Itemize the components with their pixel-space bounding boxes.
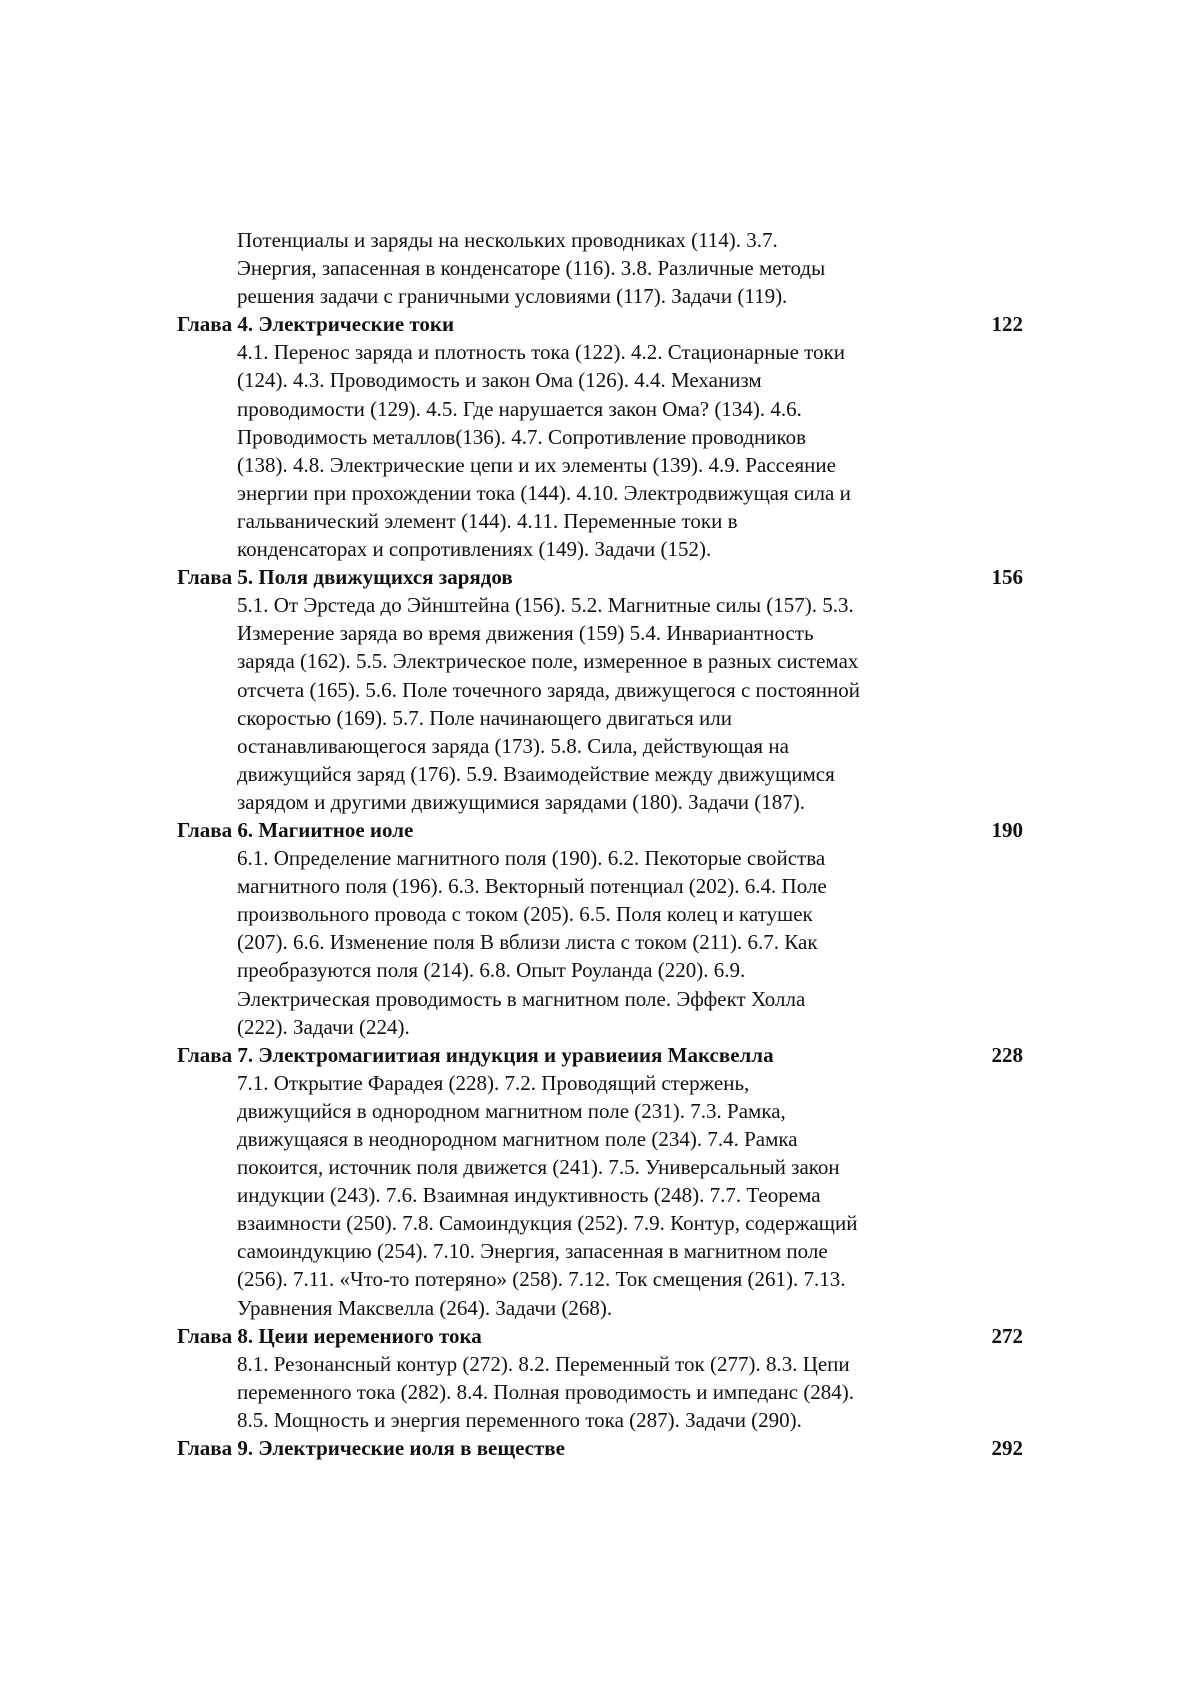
toc-chapter-7 — [177, 1041, 1023, 1322]
toc-line: Электрическая проводимость в магнитном поле. Эффект Холла — [237, 986, 806, 1011]
toc-line: решения задачи с граничными условиями (117). Задачи (119). — [237, 284, 788, 309]
toc-line: проводимости (129). 4.5. Где нарушается закон Ома? (134). 4.6. — [237, 396, 802, 421]
chapter-sections — [237, 338, 963, 563]
toc-line: магнитного поля (196). 6.3. Векторный потенциал (202). 6.4. Поле — [237, 874, 827, 899]
chapter-page-number: 292 — [991, 1436, 1023, 1461]
toc-line: Уравнения Максвелла (264). Задачи (268). — [237, 1295, 613, 1320]
toc-line: переменного тока (282). 8.4. Полная проводимость и импеданс (284). — [237, 1379, 855, 1404]
toc-line: 5.1. От Эрстеда до Эйнштейна (156). 5.2. Магнитные силы (157). 5.3. — [237, 593, 854, 618]
toc-line: индукции (243). 7.6. Взаимная индуктивность (248). 7.7. Теорема — [237, 1183, 821, 1208]
chapter-title: Глава 7. Электромагиитиая индукция и уравиеиия Максвелла — [177, 1042, 774, 1067]
toc-line: покоится, источник поля движется (241). 7.5. Универсальный закон — [237, 1155, 840, 1180]
toc-chapter-5 — [177, 563, 1023, 816]
toc-line: зарядом и другими движущимися зарядами (180). Задачи (187). — [237, 789, 805, 814]
chapter-title: Глава 4. Электрические токи — [177, 312, 455, 337]
toc-line: останавливающегося заряда (173). 5.8. Сила, действующая на — [237, 733, 789, 758]
toc-line: энергии при прохождении тока (144). 4.10. Электродвижущая сила и — [237, 480, 851, 505]
chapter-page-number: 156 — [991, 565, 1023, 590]
chapter-heading — [177, 563, 1023, 591]
chapter-sections — [237, 1069, 963, 1322]
toc-line: движущаяся в неоднородном магнитном поле (234). 7.4. Рамка — [237, 1127, 798, 1151]
toc-line: 8.5. Мощность и энергия переменного тока (287). Задачи (290). — [237, 1407, 802, 1432]
chapter-title: Глава 9. Электрические иоля в веществе — [177, 1436, 565, 1461]
toc-line: (207). 6.6. Изменение поля В вблизи листа с током (211). 6.7. Как — [237, 930, 818, 955]
chapter-page-number: 272 — [991, 1323, 1023, 1348]
toc-line: 4.1. Перенос заряда и плотность тока (122). 4.2. Стационарные токи — [237, 340, 845, 365]
chapter-heading — [177, 816, 1023, 844]
toc-line: Энергия, запасенная в конденсаторе (116). 3.8. Различные методы — [237, 256, 826, 281]
toc-line: (124). 4.3. Проводимость и закон Ома (126). 4.4. Механизм — [237, 368, 762, 393]
toc-line: отсчета (165). 5.6. Поле точечного заряда, движущегося с постоянной — [237, 677, 860, 702]
toc-line: конденсаторах и сопротивлениях (149). Задачи (152). — [237, 537, 712, 562]
chapter-sections — [237, 591, 963, 816]
table-of-contents — [177, 226, 1023, 1462]
toc-chapter-6 — [177, 816, 1023, 1041]
toc-chapter-8 — [177, 1322, 1023, 1434]
toc-continuation-text — [237, 226, 963, 310]
toc-line: 8.1. Резонансный контур (272). 8.2. Переменный ток (277). 8.3. Цепи — [237, 1351, 850, 1376]
chapter-page-number: 122 — [991, 312, 1023, 337]
chapter-sections — [237, 844, 963, 1041]
toc-line: Измерение заряда во время движения (159) 5.4. Инвариантность — [237, 621, 814, 646]
toc-chapter-9 — [177, 1434, 1023, 1462]
toc-line: Потенциалы и заряды на нескольких проводниках (114). 3.7. — [237, 228, 778, 252]
toc-line: движущийся в однородном магнитном поле (231). 7.3. Рамка, — [237, 1098, 786, 1123]
chapter-title: Глава 5. Поля движущихся зарядов — [177, 565, 513, 590]
chapter-page-number: 228 — [991, 1042, 1023, 1067]
toc-line: самоиндукцию (254). 7.10. Энергия, запасенная в магнитном поле — [237, 1239, 828, 1264]
chapter-heading — [177, 1322, 1023, 1350]
toc-line: произвольного провода с током (205). 6.5. Поля колец и катушек — [237, 902, 813, 927]
toc-line: (256). 7.11. «Что-то потеряно» (258). 7.12. Ток смещения (261). 7.13. — [237, 1267, 846, 1292]
toc-line: 7.1. Открытие Фарадея (228). 7.2. Проводящий стержень, — [237, 1070, 750, 1095]
chapter-title: Глава 6. Магиитное иоле — [177, 817, 414, 842]
toc-line: скоростью (169). 5.7. Поле начинающего двигаться или — [237, 705, 732, 730]
toc-line: заряда (162). 5.5. Электрическое поле, измеренное в разных системах — [237, 649, 859, 674]
chapter-title: Глава 8. Цеии иеремениого тока — [177, 1323, 482, 1348]
chapter-heading — [177, 1434, 1023, 1462]
toc-line: преобразуются поля (214). 6.8. Опыт Роуланда (220). 6.9. — [237, 958, 746, 983]
toc-line: Проводимость металлов(136). 4.7. Сопротивление проводников — [237, 424, 807, 449]
chapter-page-number: 190 — [991, 817, 1023, 842]
toc-line: движущийся заряд (176). 5.9. Взаимодействие между движущимся — [237, 761, 835, 786]
chapter-heading — [177, 1041, 1023, 1069]
chapter-heading — [177, 310, 1023, 338]
toc-line: гальванический элемент (144). 4.11. Переменные токи в — [237, 508, 738, 533]
chapter-sections — [237, 1350, 963, 1434]
toc-line: 6.1. Определение магнитного поля (190). 6.2. Пекоторые свойства — [237, 846, 826, 871]
toc-line: (138). 4.8. Электрические цепи и их элементы (139). 4.9. Рассеяние — [237, 452, 836, 477]
toc-line: (222). Задачи (224). — [237, 1014, 410, 1039]
toc-line: взаимности (250). 7.8. Самоиндукция (252). 7.9. Контур, содержащий — [237, 1211, 858, 1236]
toc-chapter-4 — [177, 310, 1023, 563]
